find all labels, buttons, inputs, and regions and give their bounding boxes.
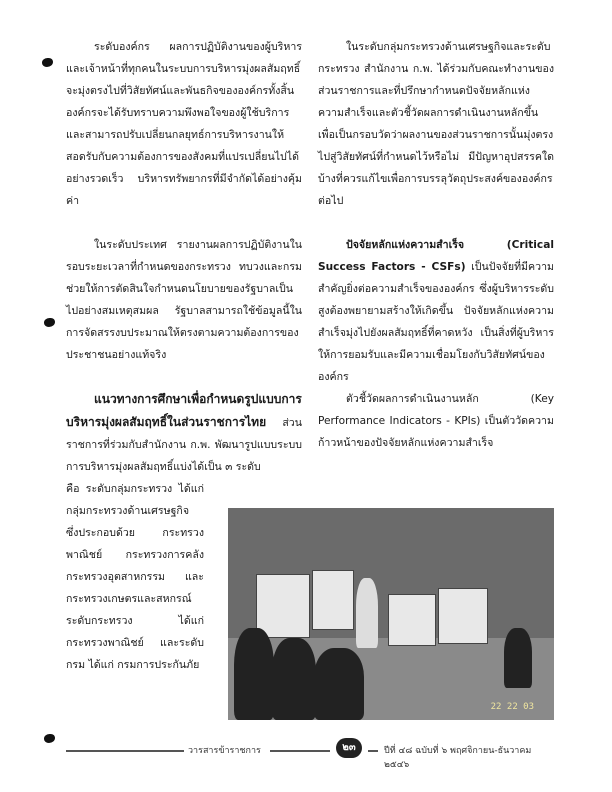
- right-column: [318, 36, 554, 454]
- paragraph-text: เป็นปัจจัยที่มีความสำคัญยิ่งต่อความสำเร็จขององค์กร ซึ่งผู้บริหารระดับสูงต้องพยายามสร้างให้เกิดขึ้น ปัจจัยหลักแห่งความสำเร็จมุ่งไปยังผลสัมฤทธิ์ที่คาดหวัง เป็นสิ่งที่ผู้บริหารให้การยอมรับและมีความเชื่อมโยงกับวิสัยทัศน์ขององค์กร: [318, 261, 555, 383]
- margin-bullet-icon: [44, 734, 55, 743]
- margin-bullet-icon: [42, 58, 53, 67]
- footer-rule: [66, 750, 184, 752]
- flipchart: [438, 588, 488, 644]
- presenter: [356, 578, 378, 648]
- csf-paragraph: [318, 234, 554, 388]
- margin-bullet-icon: [44, 318, 55, 327]
- audience-member: [504, 628, 532, 688]
- paragraph-text: ส่วนราชการที่ร่วมกับสำนักงาน ก.พ. พัฒนารูปแบบระบบการบริหารมุ่งผลสัมฤทธิ์แบ่งได้เป็น ๓ ระดับ: [66, 417, 302, 473]
- footer-rule: [368, 750, 378, 752]
- meeting-photo: [228, 508, 554, 720]
- section-heading: แนวทางการศึกษาเพื่อกำหนดรูปแบบการบริหารมุ่งผลสัมฤทธิ์ในส่วนราชการไทย: [66, 392, 302, 429]
- footer-rule: [270, 750, 330, 752]
- photo-date-stamp: 22 22 03: [490, 702, 534, 712]
- paragraph: ระดับองค์กร ผลการปฏิบัติงานของผู้บริหารและเจ้าหน้าที่ทุกคนในระบบการบริหารมุ่งผลสัมฤทธิ์จะมุ่งตรงไปที่วิสัยทัศน์และพันธกิจขององค์กรทั้งสิ้น องค์กรจะได้รับทราบความพึงพอใจของผู้ใช้บริการ และสามารถปรับเปลี่ยนกลยุทธ์การบริหารงานให้สอดรับกับความต้องการของสังคมที่แปรเปลี่ยนไปได้อย่างรวดเร็ว บริหารทรัพยากรที่มีจำกัดได้อย่างคุ้มค่า: [66, 41, 302, 207]
- paragraph: ในระดับกลุ่มกระทรวงด้านเศรษฐกิจและระดับกระทรวง สำนักงาน ก.พ. ได้ร่วมกับคณะทำงานของส่วนราชการและที่ปรึกษากำหนดปัจจัยหลักแห่งความสำเร็จและตัวชี้วัดผลการดำเนินงานหลักขึ้นเพื่อเป็นกรอบวัดว่าผลงานของส่วนราชการนั้นมุ่งตรงไปสู่วิสัยทัศน์ที่กำหนดไว้หรือไม่ มีปัญหาอุปสรรคใดบ้างที่ควรแก้ไขเพื่อการบรรลุวัตถุประสงค์ขององค์กรต่อไป: [318, 41, 554, 207]
- flipchart: [388, 594, 436, 646]
- paragraph: ในระดับประเทศ รายงานผลการปฏิบัติงานในรอบระยะเวลาที่กำหนดของกระทรวง ทบวงและกรม ช่วยให้การตัดสินใจกำหนดนโยบายของรัฐบาลเป็นไปอย่างสมเหตุสมผล รัฐบาลสามารถใช้ข้อมูลนี้ในการจัดสรรงบประมาณให้ตรงตามความต้องการของประชาชนอย่างแท้จริง: [66, 239, 302, 361]
- section-paragraph: [66, 388, 302, 478]
- audience-member: [314, 648, 364, 720]
- page-footer: [66, 740, 554, 770]
- csf-heading: ปัจจัยหลักแห่งความสำเร็จ (Critical Success Factors - CSFs): [318, 239, 554, 273]
- paragraph: คือ ระดับกลุ่มกระทรวง ได้แก่ กลุ่มกระทรวงด้านเศรษฐกิจ ซึ่งประกอบด้วย กระทรวงพาณิชย์ กระทรวงการคลัง กระทรวงอุตสาหกรรม และกระทรวงเกษตรและสหกรณ์ ระดับกระทรวง ได้แก่ กระทรวงพาณิชย์ และระดับกรม ได้แก่ กรมการประกันภัย: [66, 483, 204, 671]
- flipchart: [256, 574, 310, 638]
- audience-member: [272, 638, 316, 720]
- journal-name: วารสารข้าราชการ: [188, 746, 261, 756]
- flipchart: [312, 570, 354, 630]
- page-number: ๒๓: [336, 738, 362, 758]
- audience-member: [234, 628, 274, 720]
- issue-info: ปีที่ ๔๘ ฉบับที่ ๖ พฤศจิกายน-ธันวาคม ๒๕๔๖: [384, 746, 532, 770]
- paragraph: ตัวชี้วัดผลการดำเนินงานหลัก (Key Performance Indicators - KPIs) เป็นตัววัดความก้าวหน้าของปัจจัยหลักแห่งความสำเร็จ: [318, 393, 554, 449]
